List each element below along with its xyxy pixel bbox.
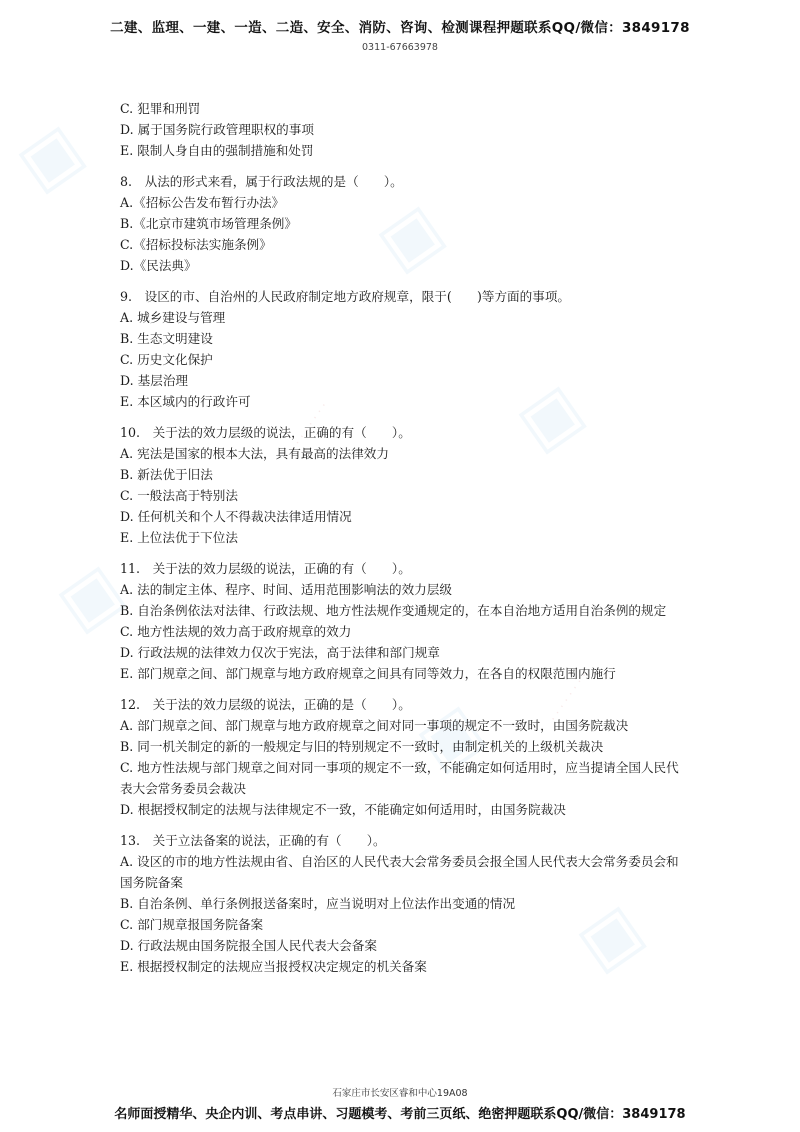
- footer-address: 石家庄市长安区睿和中心19A08: [332, 1088, 468, 1099]
- option: E. 根据授权制定的法规应当报授权决定规定的机关备案: [120, 959, 427, 974]
- option: B. 自治条例依法对法律、行政法规、地方性法规作变通规定的，在本自治地方适用自治条例的规定: [120, 603, 667, 618]
- question-stem: 8. 从法的形式来看，属于行政法规的是（ ）。: [120, 174, 403, 189]
- question-11: [120, 558, 690, 684]
- watermark-text: · · · · · · · ·: [286, 399, 331, 455]
- option: E. 限制人身自由的强制措施和处罚: [120, 143, 314, 158]
- watermark-logo: ▣: [4, 109, 97, 205]
- watermark-logo: ▣: [364, 189, 457, 285]
- option: C. 犯罪和刑罚: [120, 101, 201, 116]
- option: D. 基层治理: [120, 373, 189, 388]
- question-10: [120, 422, 690, 548]
- option: D. 任何机关和个人不得裁决法律适用情况: [120, 509, 352, 524]
- question-12: [120, 694, 690, 820]
- question-stem: 11. 关于法的效力层级的说法，正确的有（ ）。: [120, 561, 411, 576]
- option: D. 行政法规由国务院报全国人民代表大会备案: [120, 938, 377, 953]
- option: C. 历史文化保护: [120, 352, 213, 367]
- option: A. 法的制定主体、程序、时间、适用范围影响法的效力层级: [120, 582, 452, 597]
- question-stem: 9. 设区的市、自治州的人民政府制定地方政府规章，限于( )等方面的事项。: [120, 289, 571, 304]
- option: A. 城乡建设与管理: [120, 310, 226, 325]
- watermark-logo: ▣: [404, 689, 497, 785]
- option: C. 地方性法规与部门规章之间对同一事项的规定不一致，不能确定如何适用时，应当提请全国人民代表大会常务委员会裁决: [120, 760, 679, 796]
- option: E. 本区域内的行政许可: [120, 394, 251, 409]
- option: C. 地方性法规的效力高于政府规章的效力: [120, 624, 352, 639]
- option: B. 同一机关制定的新的一般规定与旧的特别规定不一致时，由制定机关的上级机关裁决: [120, 739, 604, 754]
- option: A. 部门规章之间、部门规章与地方政府规章之间对同一事项的规定不一致时，由国务院裁决: [120, 718, 629, 733]
- option: C. 一般法高于特别法: [120, 488, 238, 503]
- header-title: 二建、监理、一建、一造、二造、安全、消防、咨询、检测课程押题联系QQ/微信：3849178: [110, 20, 690, 36]
- page-header: [0, 16, 800, 53]
- question-8: [120, 171, 690, 276]
- question-stem: 12. 关于法的效力层级的说法，正确的是（ ）。: [120, 697, 411, 712]
- option: D. 根据授权制定的法规与法律规定不一致，不能确定如何适用时，由国务院裁决: [120, 802, 566, 817]
- option: C. 部门规章报国务院备案: [120, 917, 264, 932]
- watermark-text: · · · · · · · ·: [546, 669, 591, 725]
- footer-slogan: 名师面授精华、央企内训、考点串讲、习题模考、考前三页纸、绝密押题联系QQ/微信：3849178: [114, 1107, 686, 1122]
- question-stem: 10. 关于法的效力层级的说法，正确的有（ ）。: [120, 425, 411, 440]
- option: B. 新法优于旧法: [120, 467, 213, 482]
- option: E. 上位法优于下位法: [120, 530, 238, 545]
- option: A. 设区的市的地方性法规由省、自治区的人民代表大会常务委员会报全国人民代表大会常务委员会和国务院备案: [120, 854, 679, 890]
- option: E. 部门规章之间、部门规章与地方政府规章之间具有同等效力，在各自的权限范围内施行: [120, 666, 616, 681]
- question-13: [120, 830, 690, 977]
- watermark-logo: ▣: [504, 369, 597, 465]
- option: D. 行政法规的法律效力仅次于宪法，高于法律和部门规章: [120, 645, 440, 660]
- question-stem: 13. 关于立法备案的说法，正确的有（ ）。: [120, 833, 386, 848]
- question-9: [120, 286, 690, 412]
- watermark-logo: ▣: [44, 549, 137, 645]
- option: C.《招标投标法实施条例》: [120, 237, 272, 252]
- watermark-logo: ▣: [564, 889, 657, 985]
- continued-options: [120, 98, 690, 161]
- option: B.《北京市建筑市场管理条例》: [120, 216, 297, 231]
- option: D. 属于国务院行政管理职权的事项: [120, 122, 314, 137]
- header-phone: 0311-67663978: [362, 42, 438, 53]
- question-content: [120, 98, 690, 977]
- option: D.《民法典》: [120, 258, 197, 273]
- option: A.《招标公告发布暂行办法》: [120, 195, 285, 210]
- option: B. 生态文明建设: [120, 331, 213, 346]
- option: A. 宪法是国家的根本大法，具有最高的法律效力: [120, 446, 389, 461]
- option: B. 自治条例、单行条例报送备案时，应当说明对上位法作出变通的情况: [120, 896, 516, 911]
